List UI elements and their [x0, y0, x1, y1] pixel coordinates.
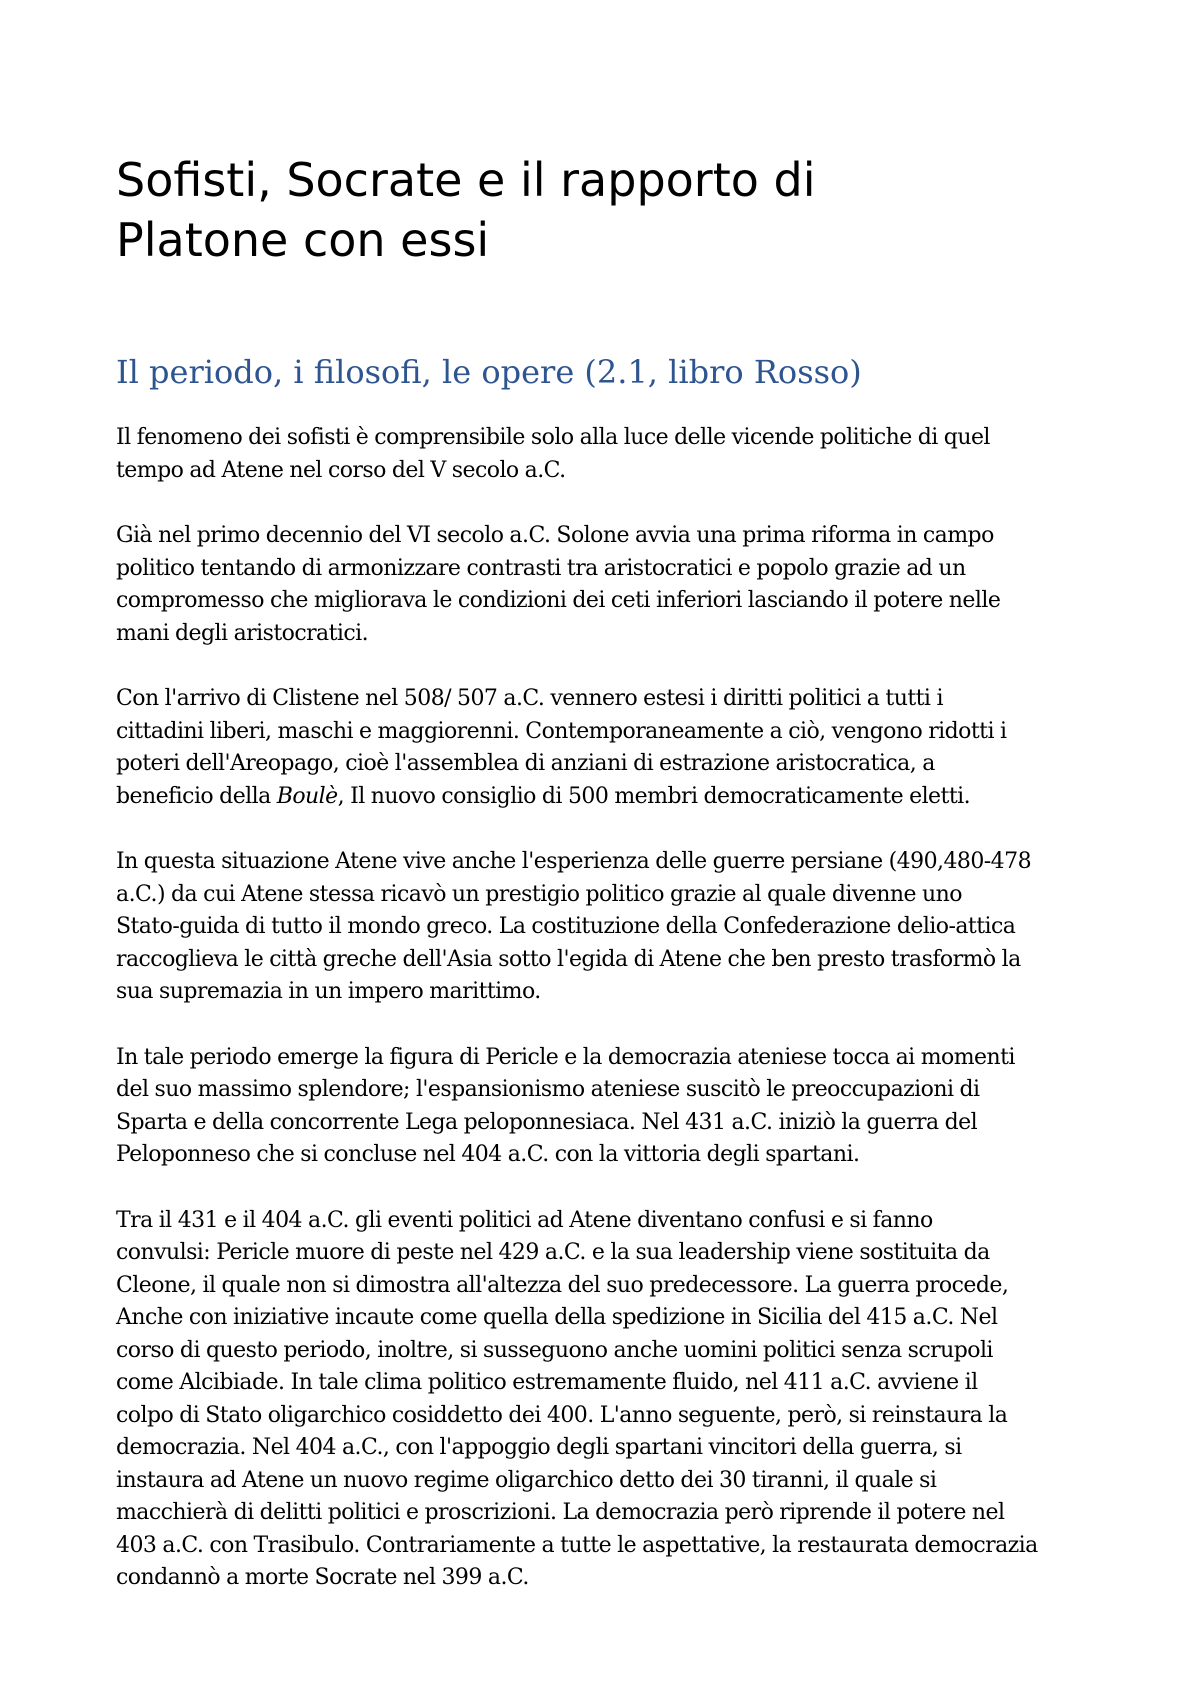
- paragraph-line: Sparta e della concorrente Lega peloponnesiaca. Nel 431 a.C. iniziò la guerra del: [116, 1109, 978, 1135]
- paragraph: [116, 846, 1096, 1009]
- paragraph: [116, 1205, 1096, 1595]
- section-heading: Il periodo, i filosofi, le opere (2.1, libro Rosso): [116, 353, 862, 391]
- paragraph-line: corso di questo periodo, inoltre, si susseguono anche uomini politici senza scrupoli: [116, 1337, 993, 1363]
- paragraph-line: poteri dell'Areopago, cioè l'assemblea di anziani di estrazione aristocratica, a: [116, 751, 935, 776]
- paragraph-line: macchierà di delitti politici e proscrizioni. La democrazia però riprende il potere nel: [116, 1500, 1005, 1525]
- paragraph-line: a.C.) da cui Atene stessa ricavò un prestigio politico grazie al quale divenne uno: [116, 881, 962, 907]
- document-title: [116, 150, 1096, 270]
- italic-term: Boulè: [276, 783, 338, 809]
- document-page: [116, 150, 1096, 1595]
- paragraph-line: Peloponneso che si concluse nel 404 a.C. con la vittoria degli spartani.: [116, 1142, 860, 1167]
- paragraph-line: compromesso che migliorava le condizioni dei ceti inferiori lasciando il potere nelle: [116, 588, 1001, 613]
- paragraph-line: Con l'arrivo di Clistene nel 508/ 507 a.C. vennero estesi i diritti politici a tutti i: [116, 686, 943, 711]
- paragraph-line: sua supremazia in un impero marittimo.: [116, 979, 541, 1004]
- paragraph-line: del suo massimo splendore; l'espansionismo ateniese suscitò le preoccupazioni di: [116, 1077, 980, 1102]
- paragraph-line: Cleone, il quale non si dimostra all'altezza del suo predecessore. La guerra procede,: [116, 1272, 1009, 1298]
- paragraph-line: Già nel primo decennio del VI secolo a.C. Solone avvia una prima riforma in campo: [116, 523, 994, 548]
- paragraph-line: instaura ad Atene un nuovo regime oligarchico detto dei 30 tiranni, il quale si: [116, 1467, 937, 1493]
- paragraph-line: 403 a.C. con Trasibulo. Contrariamente a tutte le aspettative, la restaurata democrazia: [116, 1532, 1038, 1558]
- paragraph-line: convulsi: Pericle muore di peste nel 429 a.C. e la sua leadership viene sostituita da: [116, 1240, 990, 1265]
- paragraph-line: raccoglieva le città greche dell'Asia sotto l'egida di Atene che ben presto trasformò la: [116, 946, 1021, 972]
- paragraph-line: Tra il 431 e il 404 a.C. gli eventi politici ad Atene diventano confusi e si fanno: [116, 1207, 933, 1233]
- document-title-line: Sofisti, Socrate e il rapporto di: [116, 153, 816, 207]
- document-title-line: Platone con essi: [116, 213, 490, 267]
- paragraph: [116, 422, 1096, 487]
- paragraph-text: , Il nuovo consiglio di 500 membri democraticamente eletti.: [337, 783, 971, 809]
- paragraph-line: In tale periodo emerge la figura di Pericle e la democrazia ateniese tocca ai momenti: [116, 1044, 1015, 1070]
- paragraph-line: Stato-guida di tutto il mondo greco. La costituzione della Confederazione delio-attica: [116, 914, 1016, 939]
- paragraph: [116, 1042, 1096, 1172]
- paragraph-line: politico tentando di armonizzare contrasti tra aristocratici e popolo grazie ad un: [116, 555, 966, 581]
- paragraph-line: tempo ad Atene nel corso del V secolo a.C.: [116, 457, 566, 483]
- paragraph-line: colpo di Stato oligarchico cosiddetto dei 400. L'anno seguente, però, si reinstaura la: [116, 1402, 1008, 1428]
- paragraph-line: mani degli aristocratici.: [116, 620, 369, 646]
- paragraph-line: [116, 781, 1096, 814]
- paragraph-line: democrazia. Nel 404 a.C., con l'appoggio degli spartani vincitori della guerra, si: [116, 1435, 962, 1460]
- paragraph: [116, 683, 1096, 813]
- paragraph-text: beneficio della: [116, 783, 277, 809]
- paragraph-line: cittadini liberi, maschi e maggiorenni. Contemporaneamente a ciò, vengono ridotti i: [116, 718, 1007, 744]
- paragraph: [116, 520, 1096, 650]
- paragraph-line: condannò a morte Socrate nel 399 a.C.: [116, 1565, 529, 1590]
- paragraph-line: Il fenomeno dei sofisti è comprensibile solo alla luce delle vicende politiche di quel: [116, 425, 990, 450]
- paragraph-line: Anche con iniziative incaute come quella della spedizione in Sicilia del 415 a.C. Nel: [116, 1305, 998, 1330]
- paragraph-line: come Alcibiade. In tale clima politico estremamente fluido, nel 411 a.C. avviene il: [116, 1370, 978, 1395]
- paragraph-line: In questa situazione Atene vive anche l'esperienza delle guerre persiane (490,480-478: [116, 849, 1032, 874]
